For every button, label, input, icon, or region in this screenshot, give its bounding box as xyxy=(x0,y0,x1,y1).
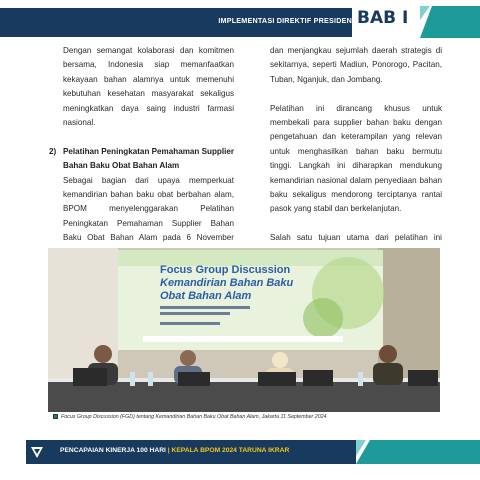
item-heading: Pelatihan Peningkatan Pemahaman Supplier Bahan Baku Obat Bahan Alam xyxy=(63,146,234,171)
footer-sub-text: KEPALA BPOM 2024 TARUNA IKRAR xyxy=(171,447,290,454)
footer-main-text: PENCAPAIAN KINERJA 100 HARI xyxy=(60,447,166,454)
paragraph: Dengan semangat kolaborasi dan komitmen bersama, Indonesia siap memanfaatkan kekayaan bahan alamnya untuk memenuhi kebutuhan kesehatan masyarakat sekaligus meningkatkan daya saing industri farmasi nasional. xyxy=(63,46,234,128)
event-photo-illustration xyxy=(48,248,440,412)
paragraph: dan menjangkau sejumlah daerah strategis di sekitarnya, seperti Madiun, Ponorogo, Pacitan, Tuban, Nganjuk, dan Jombang. xyxy=(270,46,442,84)
photo-caption xyxy=(53,414,327,420)
numbered-item xyxy=(49,145,234,260)
left-column xyxy=(49,44,234,274)
chapter-label: BAB I xyxy=(357,8,409,28)
footer-separator: | xyxy=(165,447,172,454)
banner-line2: Kemandirian Bahan Baku xyxy=(160,277,294,289)
paragraph: Pelatihan ini dirancang khusus untuk membekali para supplier bahan baku dengan pengetahuan dan keterampilan yang relevan untuk menghasilkan bahan baku bermutu tinggi. Langkah ini diharapkan mendukung kemandirian nasional dalam penyediaan bahan baku sekaligus mendorong terciptanya rantai pasok yang stabil dan berkelanjutan. xyxy=(270,103,442,214)
footer-text xyxy=(60,447,289,454)
header-teal-stripes xyxy=(420,6,480,38)
item-number: 2) xyxy=(49,146,57,156)
event-photo xyxy=(48,248,440,412)
paragraph: Salah satu tujuan utama dari pelatihan ini xyxy=(270,233,442,243)
page-number: 17 xyxy=(335,444,348,456)
section-title: IMPLEMENTASI DIREKTIF PRESIDEN xyxy=(218,16,352,25)
banner-line1: Focus Group Discussion xyxy=(160,264,291,276)
bpom-logo-icon xyxy=(26,441,48,463)
paragraph: Sebagai bagian dari upaya memperkuat kemandirian bahan baku obat berbahan alam, BPOM menyelenggarakan Pelatihan Peningkatan Pemahaman Supplier Bahan Baku Obat Bahan Alam pada 6 November xyxy=(63,175,234,243)
caption-marker xyxy=(53,414,58,419)
caption-text: Focus Group Discussion (FGD) tentang Kemandirian Bahan Baku Obat Bahan Alam, Jakarta 11 September 2024 xyxy=(61,414,327,420)
footer-teal-stripes xyxy=(356,440,480,464)
right-column xyxy=(270,44,442,274)
banner-line3: Obat Bahan Alam xyxy=(160,290,252,302)
